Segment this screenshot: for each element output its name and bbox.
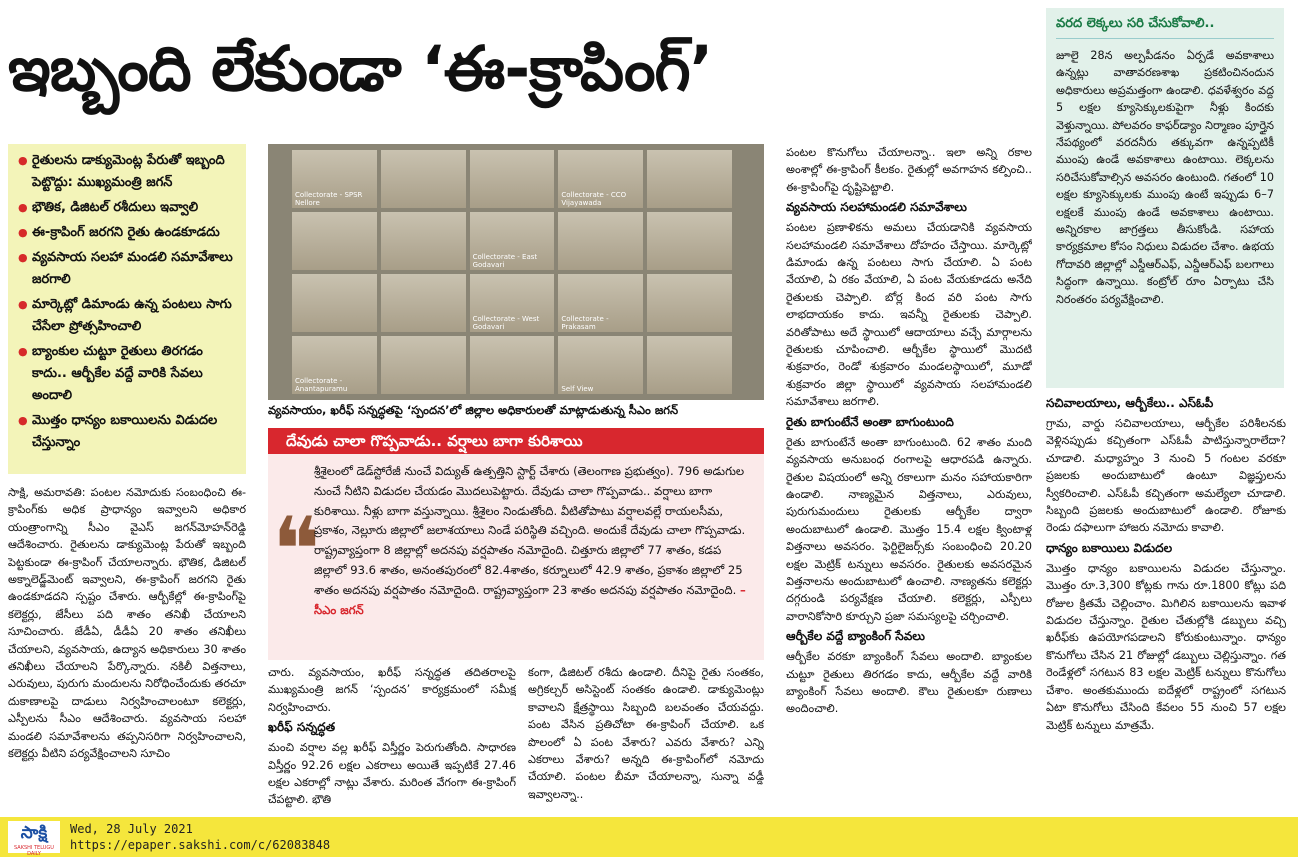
highlight-item: ● మొత్తం ధాన్యం బకాయిలను విడుదల చేస్తున్నాం: [32, 410, 238, 454]
side-box-title: వరద లెక్కలు సరి చేసుకోవాలి..: [1056, 16, 1274, 39]
highlight-item: ● భౌతిక, డిజిటల్ రశీదులు ఇవ్వాలి: [32, 197, 238, 219]
video-tile: [292, 336, 377, 394]
video-tile-label: Collectorate - West Godavari: [472, 315, 540, 331]
video-tile: [558, 336, 643, 394]
highlight-item: ● మార్కెట్లో డిమాండు ఉన్న పంటలు సాగు చేసేలా ప్రోత్సహించాలి: [32, 294, 238, 338]
footer-meta: [70, 821, 330, 853]
video-tile: [292, 274, 377, 332]
highlight-item: ● రైతులను డాక్యుమెంట్ల పేరుతో ఇబ్బంది పెట్టొద్దు: ముఖ్యమంత్రి జగన్: [32, 150, 238, 194]
column-4-text-2: పంటల ప్రణాళికను అమలు చేయడానికి వ్యవసాయ సలహామండలి సమావేశాలు దోహదం చేస్తాయి. మార్కెట్లో డిమాండు ఉన్న పంటలు సాగు చేయాలి. ఏ పంట వేయాలి, ఏ రకం వేయాలి, ఏ పంట వేయకూడదు అనేది రైతులకు చెప్పాలి. బోర్ల కింద వరి పంట సాగు లాభదాయకం కాదు. ఇవన్నీ రైతులకు చెప్పాలి. వరితోపాటు అదే స్థాయిలో ఆదాయాలు వచ్చే మార్గాలను రైతులకు చూపించాలి. ఆర్బీకేల స్థాయిలో మొదటి శుక్రవారం, రెండో శుక్రవారం మండలస్థాయిలో, మూడో శుక్రవారం జిల్లా స్థాయిలో వ్యవసాయ సలహామండలి సమావేశాలు జరగాలి.: [786, 221, 1032, 409]
column-2-text: చారు. వ్యవసాయం, ఖరీఫ్ సన్నద్ధత తదితరాలపై ముఖ్యమంత్రి జగన్ ‘స్పందన’ కార్యక్రమంలో సమీక్ష నిర్వహించారు.: [268, 666, 516, 714]
video-tile-label: Collectorate - East Godavari: [472, 253, 538, 269]
video-tile-label: Collectorate - Prakasam: [561, 315, 609, 331]
quote-text: శ్రీశైలంలో డెడ్‌స్టోరేజీ నుంచే విద్యుత్ ఉత్పత్తిని స్టార్ట్ చేశారు (తెలంగాణ ప్రభుత్వం). 796 అడుగుల నుంచే నీటిని విడుదల చేయడం మొదలుపెట్టారు. దేవుడు చాలా గొప్పవాడు.. వర్షాలు బాగా కురిశాయి. నీళ్లు బాగా వస్తున్నాయి. శ్రీశైలం నిండుతోంది. వీటితోపాటు వర్షాలవల్లే రాయలసీమ, ప్రకాశం, నెల్లూరు జిల్లాలో జలాశయాలు నిండే పరిస్థితి వచ్చింది. అందుకే దేవుడు చాలా గొప్పవాడు. రాష్ట్రవ్యాప్తంగా 8 జిల్లాల్లో అదనపు వర్షపాతం నమోదైంది. చిత్తూరు జిల్లాలో 77 శాతం, కడప జిల్లాలో 93.6 శాతం, అనంతపురంలో 82.4శాతం, కర్నూలులో 42.9 శాతం, ప్రకాశం జిల్లాలో 25 శాతం అదనపు వర్షపాతం నమోదైంది. రాష్ట్రవ్యాప్తంగా 23 శాతం అదనపు వర్షపాతం నమోదైంది.: [314, 464, 746, 597]
column-2-text-2: మంచి వర్షాల వల్ల ఖరీఫ్ విస్తీర్ణం పెరుగుతోంది. సాధారణ విస్తీర్ణం 92.26 లక్షల ఎకరాలు అయితే ఇప్పటికే 27.46 లక్షల ఎకరాల్లో నాట్లు వేశారు. మరింత వేగంగా ఈ-క్రాపింగ్ చేపట్టాలి. భౌతి: [268, 741, 516, 807]
advisory-heading: వ్యవసాయ సలహామండలి సమావేశాలు: [786, 200, 967, 215]
video-tile: [470, 150, 555, 208]
highlight-item: ● వ్యవసాయ సలహా మండలి సమావేశాలు జరగాలి: [32, 247, 238, 291]
article-column-1: [8, 484, 246, 806]
video-tile: [647, 336, 732, 394]
column-5-text-2: మొత్తం ధాన్యం బకాయిలను విడుదల చేస్తున్నాం. మొత్తం రూ.3,300 కోట్లకు గాను రూ.1800 కోట్లు పది రోజుల క్రితమే చెల్లించాం. మిగిలిన బకాయిలను ఇవాళ విడుదల చేస్తున్నాం. రైతుల చేతుల్లోకి డబ్బులు వచ్చి ఖరీఫ్‌కు ఉపయోగపడాలని కోరుకుంటున్నాం. ధాన్యం కొనుగోలు చేసిన 21 రోజుల్లో డబ్బులు చెల్లిస్తున్నాం. గత రెండేళ్లలో సగటున 83 లక్షల మెట్రిక్ టన్నులు కొనుగోలు చేశాం. అంతకుముందు ఐదేళ్లలో రాష్ట్రంలో సగటున ఏటా కొనుగోలు చేసింది కేవలం 55 నుంచి 57 లక్షల మెట్రిక్ టన్నులు మాత్రమే.: [1046, 561, 1286, 732]
video-tile: [558, 212, 643, 270]
banking-heading: ఆర్బీకేల వద్దే బ్యాంకింగ్ సేవలు: [786, 629, 925, 644]
column-3-text: కంగా, డిజిటల్ రశీదు ఉండాలి. దీనిపై రైతు సంతకం, అగ్రికల్చర్ అసిస్టెంట్ సంతకం ఉండాలి. డాక్యుమెంట్లు కావాలని క్షేత్రస్థాయి సిబ్బంది బలవంతం చేయవద్దు. పంట వేసిన ప్రతిచోటా ఈ-క్రాపింగ్ చేయాలి. ఒక పొలంలో ఏ పంట వేశారు? ఎవరు వేశారు? ఎన్ని ఎకరాలు వేశారు? అన్నది ఈ-క్రాపింగ్‌లో నమోదు చేయాలి. పంటల బీమా చేయాలన్నా, సున్నా వడ్డీ ఇవ్వాలన్నా..: [528, 666, 764, 801]
video-tile: [292, 150, 377, 208]
column-4-text-3: రైతు బాగుంటేనే అంతా బాగుంటుంది. 62 శాతం మంది వ్యవసాయ అనుబంధ రంగాలపై ఆధారపడి ఉన్నారు. రైతుల విషయంలో అన్ని రకాలుగా మనం సహాయకారిగా ఉండాలి. నాణ్యమైన విత్తనాలు, ఎరువులు, పురుగుమందులు రైతులకు ఆర్బీకేల ద్వారా అందుబాటులో ఉండాలి. మొత్తం 15.4 లక్షల క్వింటాళ్ల విత్తనాలు అవసరం. ఫెర్టిలైజర్స్‌కు సంబంధించి 20.20 లక్షల మెట్రిక్ టన్నులు అవసరం. రైతులకు అవసరమైన విత్తనాలను అందుబాటులో ఉంచాలి. నాణ్యతను కలెక్టర్లు దగ్గరుండి పర్యవేక్షణ చేయాలి. కలెక్టర్లు, ఎస్పీలు వారానికోసారి కూర్చుని ప్రజా సమస్యలపై చర్చించాలి.: [786, 435, 1032, 623]
column-4-text: పంటల కొనుగోలు చేయాలన్నా.. ఇలా అన్ని రకాల అంశాల్లో ఈ-క్రాపింగ్ కీలకం. రైతుల్లో అవగాహన కల్పించి.. ఈ-క్రాపింగ్‌పై దృష్టిపెట్టాలి.: [786, 146, 1032, 194]
highlight-item: ● ఈ-క్రాపింగ్ జరగని రైతు ఉండకూడదు: [32, 222, 238, 244]
video-tile: [647, 212, 732, 270]
column-4-text-4: ఆర్బీకేల వరకూ బ్యాంకింగ్ సేవలు అందాలి. బ్యాంకుల చుట్టూ రైతులు తిరగడం కాదు, ఆర్బీకేల వద్దే వారికి బ్యాంకింగ్ సేవలు అందాలి. కౌలు రైతులకూ రుణాలు అందించాలి.: [786, 650, 1032, 716]
farmer-heading: రైతు బాగుంటేనే అంతా బాగుంటుంది: [786, 414, 954, 429]
video-tile: [381, 274, 466, 332]
secretariat-heading: సచివాలయాలు, ఆర్బీకేలు.. ఎస్‌ఓపీ: [1046, 396, 1214, 410]
video-tile-label: Self View: [561, 385, 594, 393]
edition-date: Wed, 28 July 2021: [70, 822, 193, 836]
quote-mark-icon: ❝: [272, 498, 321, 603]
video-tile: [558, 150, 643, 208]
video-conference-photo: [268, 144, 764, 400]
column-1-text: సాక్షి, అమరావతి: పంటల నమోదుకు సంబంధించి ఈ-క్రాపింగ్‌కు అధిక ప్రాధాన్యం ఇవ్వాలని అధికార యంత్రాంగాన్ని సీఎం వైఎస్ జగన్‌మోహన్‌రెడ్డి ఆదేశించారు. రైతులను డాక్యుమెంట్ల పేరుతో ఇబ్బంది పెట్టకుండా ఈ-క్రాపింగ్ చేయాలన్నారు. భౌతిక, డిజిటల్ అక్నాలెడ్జ్‌మెంట్ ఇవ్వాలని, ఈ-క్రాపింగ్ జరగని రైతు ఉండకూడదని స్పష్టం చేశారు. ఆర్బీకేల్లో ఈ-క్రాపింగ్‌పై కలెక్టర్లు, జేసీలు పది శాతం తనిఖీ చేయాలని సూచించారు. జేడీఏ, డీడీఏ 20 శాతం తనిఖీలు చేయాలని, వ్యవసాయ, ఉద్యాన అధికారులు 30 శాతం తనిఖీలు చేయాలని పేర్కొన్నారు. నకిలీ విత్తనాలు, ఎరువులు, పురుగు మందులను నిరోధించేందుకు తరచూ దుకాణాలపై దాడులు నిర్వహించాలంటూ కలెక్టర్లు, ఎస్పీలను సీఎం ఆదేశించారు. వ్యవసాయ సలహా మండలి సమావేశాలను తప్పనిసరిగా నిర్వహించాలని, కలెక్టర్లు వీటిని పర్యవేక్షించాలని సూచిం: [8, 486, 246, 761]
logo-text: సాక్షి: [20, 823, 48, 843]
video-tile: [292, 212, 377, 270]
video-tile: [381, 212, 466, 270]
article-column-3: [528, 664, 764, 808]
video-tile: [647, 274, 732, 332]
quote-signature: – సీఎం జగన్: [314, 582, 746, 617]
video-tile: [470, 212, 555, 270]
video-tile-label: Collectorate - SPSR Nellore: [295, 191, 363, 207]
video-tile: [381, 336, 466, 394]
video-tile: [470, 336, 555, 394]
video-tile: [647, 150, 732, 208]
footer-bar: [0, 817, 1298, 857]
video-tile: [381, 150, 466, 208]
photo-caption: వ్యవసాయం, ఖరీఫ్ సన్నద్ధతపై ‘స్పందన’లో జిల్లాల అధికారులతో మాట్లాడుతున్న సీఎం జగన్: [268, 403, 679, 417]
quote-title: దేవుడు చాలా గొప్పవాడు.. వర్షాలు బాగా కురిశాయి: [268, 428, 764, 454]
epaper-url[interactable]: https://epaper.sakshi.com/c/62083848: [70, 838, 331, 852]
quote-body: [314, 462, 754, 620]
article-column-2: [268, 664, 516, 808]
flood-side-box: [1046, 8, 1284, 388]
kharif-heading: ఖరీఫ్ సన్నద్ధత: [268, 720, 336, 735]
highlight-item: ● బ్యాంకుల చుట్టూ రైతులు తిరగడం కాదు.. ఆర్బీకేల వద్దే వారికి సేవలు అందాలి: [32, 341, 238, 407]
side-box-body: జూలై 28న అల్పపీడనం ఏర్పడే అవకాశాలు ఉన్నట్లు వాతావరణశాఖ ప్రకటించినందున అధికారులు అప్రమత్తంగా ఉండాలి. ధవళేశ్వరం వద్ద 5 లక్షల క్యూసెక్కులకుపైగా నీళ్లు కిందకు వెళ్తున్నాయి. పోలవరం కాఫర్‌డ్యాం నిర్మాణం పూర్తైన నేపథ్యంలో వరదనీరు తక్కువగా ఉన్నప్పటికీ ముంపు ఉండే అవకాశాలు ఉంటాయి. లెక్కలను సరిచేసుకోవాల్సిన అవసరం ఉంటుంది. గతంలో 10 లక్షల క్యూసెక్కులకు ముంపు ఉంటే ఇప్పుడు 6–7 లక్షలకే ముంపు ఉండే అవకాశాలు ఉంటాయి. అన్నిరకాల జాగ్రత్తలు తీసుకోండి. సహాయ కార్యక్రమాల కోసం నిధులు విడుదల చేశాం. ఉభయ గోదావరి జిల్లాల్లో ఎస్డీఆర్‌ఎఫ్, ఎన్డీఆర్‌ఎఫ్ బలగాలు సిద్ధంగా ఉన్నాయి. కంట్రోల్ రూం ఏర్పాటు చేసి నిరంతరం పర్యవేక్షించాలి.: [1056, 49, 1274, 306]
sakshi-logo: [8, 821, 60, 857]
video-tile: [470, 274, 555, 332]
column-5-text: గ్రామ, వార్డు సచివాలయాలు, ఆర్బీకేల పరిశీలనకు వెళ్లినప్పుడు కచ్చితంగా ఎస్‌ఓపీ పాటిస్తున్నారాలేదా? చూడాలి. మధ్యాహ్నం 3 నుంచి 5 గంటల వరకూ ప్రజలకు అందుబాటులో ఉంటూ విజ్ఞప్తులను స్వీకరించాలి. ఎస్‌ఓపీ కచ్చితంగా అమల్యేలా చూడాలి. సిబ్బంది ప్రజలకు అందుబాటులో ఉండాలి. రోజూకు రెండు దఫాలుగా హాజరు నమోదు కావాలి.: [1046, 417, 1286, 535]
article-column-5: [1046, 392, 1286, 808]
logo-subtext: SAKSHI TELUGU DAILY: [14, 845, 54, 857]
headline: ఇబ్బంది లేకుండా ‘ఈ-క్రాపింగ్’: [8, 32, 713, 105]
video-tile: [558, 274, 643, 332]
grain-dues-heading: ధాన్యం బకాయిలు విడుదల: [1046, 540, 1173, 555]
article-column-4: [786, 144, 1032, 808]
quote-box: [268, 428, 764, 660]
video-tile-label: Collectorate - Anantapuramu: [295, 377, 348, 393]
highlights-box: [8, 144, 246, 474]
video-tile-label: Collectorate - CCO Vijayawada: [561, 191, 627, 207]
